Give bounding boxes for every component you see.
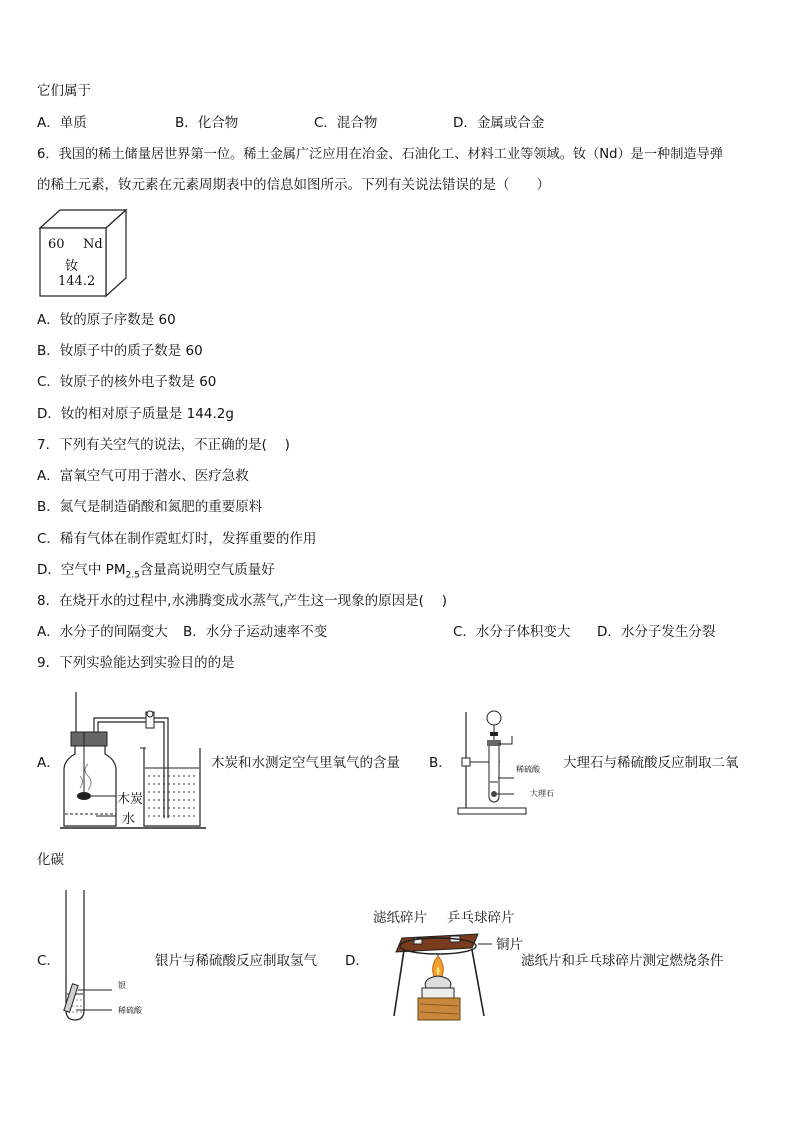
q9-b-acid-label: 稀硫酸 [516,765,540,774]
q5-option-d: D．金属或合金 [453,115,545,131]
element-name: 钕 [65,259,79,274]
q6-stem-line1: 6．我国的稀土储量居世界第一位。稀土金属广泛应用在冶金、石油化工、材料工业等领域。钕（Nd）是一种制造导弹 [37,147,723,162]
q7-option-d-suffix: 含量高说明空气质量好 [139,562,275,578]
q9-a-water-label: 水 [122,812,136,827]
q8-option-d: D．水分子发生分裂 [597,624,716,640]
q9-a-letter: A． [37,755,60,771]
q5-option-c: C．混合物 [314,115,378,131]
q9-d-pingpong-label: 乒乓球碎片 [447,910,515,926]
q5-option-b: B．化合物 [175,115,239,131]
q9-d-paper-label: 滤纸碎片 [373,910,427,926]
q9-c-letter: C． [37,953,60,969]
q8-option-b: B．水分子运动速率不变 [183,624,328,640]
q8-option-c: C．水分子体积变大 [453,624,571,640]
q9-c-apparatus [62,888,152,1023]
q9-stem: 9．下列实验能达到实验目的的是 [37,655,235,671]
q9-c-metal-label: 银 [118,981,126,990]
q5-option-a: A．单质 [37,115,87,131]
q6-option-a: A．钕的原子序数是 60 [37,312,176,328]
q9-d-letter: D． [345,953,369,969]
q9-b-letter: B． [429,755,452,771]
q9-a-caption: 木炭和水测定空气里氧气的含量 [211,755,400,771]
q6-option-c: C．钕原子的核外电子数是 60 [37,374,217,390]
q9-b-marble-label: 大理石 [530,789,554,798]
q6-stem-line2: 的稀土元素，钕元素在元素周期表中的信息如图所示。下列有关说法错误的是（ ） [37,177,550,193]
element-symbol: Nd [83,237,103,252]
q9-c-caption: 银片与稀硫酸反应制取氢气 [155,953,317,969]
q9-b-drawing [454,708,564,820]
q7-option-d [37,561,275,585]
q9-c-drawing [62,888,152,1023]
q7-option-d-subscript: 2.5 [125,570,140,581]
q7-option-a: A．富氧空气可用于潜水、医疗急救 [37,468,249,484]
q8-stem: 8．在烧开水的过程中,水沸腾变成水蒸气,产生这一现象的原因是( ) [37,593,447,609]
q9-a-apparatus [60,690,210,832]
q9-b-caption: 大理石与稀硫酸反应制取二氧 [563,755,739,771]
q7-option-d-prefix: D．空气中 PM [37,562,126,578]
q5-stem-tail: 它们属于 [37,83,91,99]
q9-b-apparatus [454,708,564,820]
q9-a-charcoal-label: 木炭 [117,792,144,807]
q7-option-c: C．稀有气体在制作霓虹灯时，发挥重要的作用 [37,531,317,547]
q7-option-b: B．氮气是制造硝酸和氮肥的重要原料 [37,499,263,515]
q8-option-a: A．水分子的间隔变大 [37,624,168,640]
q9-d-copper-label: 铜片 [496,937,523,953]
q6-option-d: D．钕的相对原子质量是 144.2g [37,406,234,422]
q6-option-b: B．钕原子中的质子数是 60 [37,343,203,359]
q7-stem: 7．下列有关空气的说法，不正确的是( ) [37,437,290,453]
q9-d-caption: 滤纸片和乒乓球碎片测定燃烧条件 [521,953,724,969]
element-atomic-mass: 144.2 [58,274,96,289]
q9-b-caption-continued: 化碳 [37,852,64,868]
element-card [38,208,130,300]
q9-c-acid-label: 稀硫酸 [118,1006,142,1015]
element-atomic-number: 60 [48,237,65,252]
